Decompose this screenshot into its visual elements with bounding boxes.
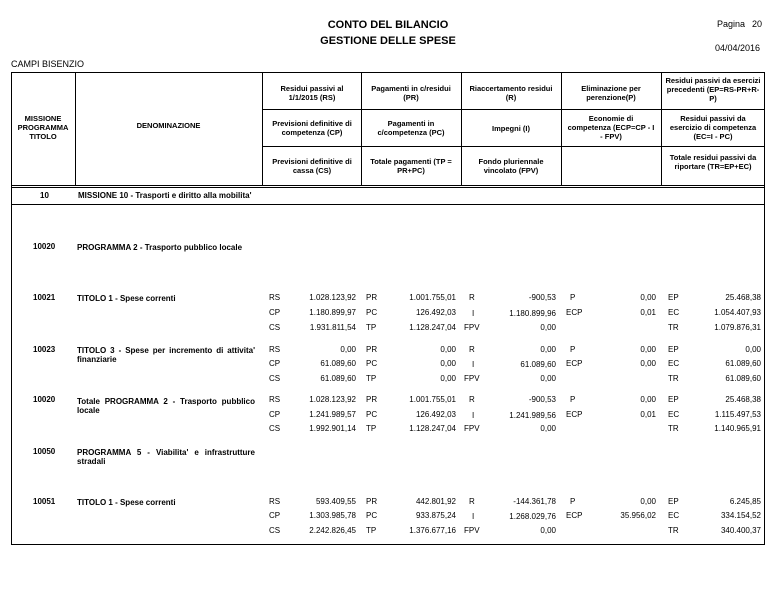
value-code: FPV — [464, 323, 480, 332]
value-code: PR — [366, 395, 378, 404]
entry-name: PROGRAMMA 2 - Trasporto pubblico locale — [77, 243, 243, 252]
value-code: EC — [668, 410, 680, 419]
header-missione: MISSIONE PROGRAMMA TITOLO — [17, 114, 69, 141]
value-code: RS — [269, 497, 281, 506]
value-amount: 1.054.407,93 — [714, 308, 761, 317]
value-amount: 0,00 — [540, 526, 556, 535]
header-ec: Residui passivi da esercizio di competenza (EC=I - PC) — [669, 114, 757, 141]
value-amount: 61.089,60 — [520, 360, 556, 369]
entry-code: 10023 — [33, 345, 56, 354]
value-code: CS — [269, 424, 281, 433]
value-amount: 1.303.985,78 — [309, 511, 356, 520]
value-code: CP — [269, 410, 281, 419]
value-code: EP — [668, 345, 679, 354]
value-code: TR — [668, 424, 679, 433]
value-code: I — [472, 309, 475, 318]
value-amount: 0,01 — [640, 308, 656, 317]
value-code: P — [570, 345, 576, 354]
value-code: EC — [668, 308, 680, 317]
value-amount: 0,00 — [540, 424, 556, 433]
value-amount: 1.001.755,01 — [409, 395, 456, 404]
value-amount: 1.992.901,14 — [309, 424, 356, 433]
value-amount: 0,00 — [440, 345, 456, 354]
header-pr: Pagamenti in c/residui (PR) — [371, 84, 451, 102]
value-code: EP — [668, 293, 679, 302]
value-amount: 1.241.989,57 — [309, 410, 356, 419]
value-amount: 1.128.247,04 — [409, 323, 456, 332]
value-amount: 6.245,85 — [729, 497, 761, 506]
value-code: R — [469, 395, 475, 404]
value-amount: 0,00 — [440, 359, 456, 368]
report-date: 04/04/2016 — [715, 43, 761, 53]
header-denominazione: DENOMINAZIONE — [136, 121, 201, 130]
entry-code: 10020 — [33, 395, 56, 404]
header-rs: Residui passivi al 1/1/2015 (RS) — [280, 84, 344, 102]
value-code: I — [472, 512, 475, 521]
value-amount: 0,00 — [640, 395, 656, 404]
col-divider — [461, 72, 462, 186]
header-bottom-line — [11, 187, 765, 188]
value-code: PR — [366, 293, 378, 302]
mission-divider — [11, 204, 765, 205]
value-amount: 1.140.965,91 — [714, 424, 761, 433]
value-amount: 1.180.899,96 — [509, 309, 556, 318]
entity-name: CAMPI BISENZIO — [11, 59, 85, 69]
page-label: Pagina — [717, 19, 746, 29]
value-amount: 1.931.811,54 — [309, 323, 356, 332]
value-amount: 0,00 — [540, 323, 556, 332]
value-amount: -144.361,78 — [513, 497, 556, 506]
value-code: FPV — [464, 374, 480, 383]
value-amount: 61.089,60 — [320, 359, 356, 368]
value-code: PR — [366, 345, 378, 354]
value-code: RS — [269, 345, 281, 354]
value-amount: 0,00 — [745, 345, 761, 354]
value-amount: 1.376.677,16 — [409, 526, 456, 535]
col-divider — [661, 72, 662, 186]
value-amount: 25.468,38 — [725, 395, 761, 404]
header-p: Eliminazione per perenzione(P) — [581, 84, 641, 102]
value-code: CS — [269, 323, 281, 332]
value-code: ECP — [566, 410, 583, 419]
entry-code: 10021 — [33, 293, 56, 302]
page-number: 20 — [752, 19, 763, 29]
value-code: FPV — [464, 526, 480, 535]
header-pc: Pagamenti in c/competenza (PC) — [377, 119, 445, 137]
value-amount: 0,00 — [540, 345, 556, 354]
header-cp: Previsioni definitive di competenza (CP) — [272, 119, 352, 137]
entry-name: TITOLO 1 - Spese correnti — [77, 294, 176, 303]
value-code: EC — [668, 359, 680, 368]
value-code: CP — [269, 308, 281, 317]
value-amount: 61.089,60 — [725, 359, 761, 368]
header-r: Riaccertamento residui (R) — [469, 84, 553, 102]
value-code: R — [469, 497, 475, 506]
value-code: TP — [366, 526, 377, 535]
col-divider — [262, 72, 263, 186]
col-divider — [561, 72, 562, 186]
entry-name: Totale PROGRAMMA 2 - Trasporto pubblico locale — [77, 397, 255, 415]
value-code: RS — [269, 395, 281, 404]
entry-name: PROGRAMMA 5 - Viabilita' e infrastrutture stradali — [77, 448, 255, 466]
value-amount: 1.028.123,92 — [309, 293, 356, 302]
value-code: CS — [269, 526, 281, 535]
value-amount: -900,53 — [528, 395, 556, 404]
mission-name: MISSIONE 10 - Trasporti e diritto alla mobilita' — [78, 191, 252, 200]
header-ep: Residui passivi da esercizi precedenti (EP=RS-PR+R-P) — [665, 76, 761, 103]
value-code: TP — [366, 374, 377, 383]
value-code: EP — [668, 497, 679, 506]
value-amount: 334.154,52 — [720, 511, 761, 520]
value-code: RS — [269, 293, 281, 302]
value-amount: 1.268.029,76 — [509, 512, 556, 521]
value-amount: 442.801,92 — [415, 497, 456, 506]
value-amount: 0,00 — [340, 345, 356, 354]
mission-code: 10 — [40, 191, 49, 200]
value-amount: 0,01 — [640, 410, 656, 419]
value-amount: 1.079.876,31 — [714, 323, 761, 332]
value-code: EP — [668, 395, 679, 404]
value-code: ECP — [566, 308, 583, 317]
value-amount: 0,00 — [540, 374, 556, 383]
header-fpv: Fondo pluriennale vincolato (FPV) — [478, 157, 544, 175]
value-amount: -900,53 — [528, 293, 556, 302]
value-amount: 61.089,60 — [320, 374, 356, 383]
value-amount: 0,00 — [640, 293, 656, 302]
value-amount: 340.400,37 — [720, 526, 761, 535]
value-code: TR — [668, 374, 679, 383]
value-code: R — [469, 345, 475, 354]
value-amount: 1.001.755,01 — [409, 293, 456, 302]
value-code: PC — [366, 511, 378, 520]
value-amount: 0,00 — [640, 345, 656, 354]
entry-name: TITOLO 1 - Spese correnti — [77, 498, 176, 507]
value-code: PR — [366, 497, 378, 506]
value-amount: 1.180.899,97 — [309, 308, 356, 317]
value-code: R — [469, 293, 475, 302]
value-amount: 0,00 — [640, 497, 656, 506]
value-code: I — [472, 360, 475, 369]
value-amount: 0,00 — [640, 359, 656, 368]
value-code: ECP — [566, 511, 583, 520]
value-code: PC — [366, 359, 378, 368]
header-ecp: Economie di competenza (ECP=CP - I - FPV) — [567, 114, 655, 141]
header-tp: Totale pagamenti (TP = PR+PC) — [370, 157, 452, 175]
entry-code: 10050 — [33, 447, 56, 456]
value-amount: 593.409,55 — [315, 497, 356, 506]
value-code: CP — [269, 359, 281, 368]
value-code: TP — [366, 323, 377, 332]
value-code: PC — [366, 410, 378, 419]
value-amount: 1.115.497,53 — [714, 410, 761, 419]
value-code: TP — [366, 424, 377, 433]
entry-code: 10051 — [33, 497, 56, 506]
value-amount: 1.241.989,56 — [509, 411, 556, 420]
value-code: ECP — [566, 359, 583, 368]
value-code: P — [570, 293, 576, 302]
value-amount: 1.128.247,04 — [409, 424, 456, 433]
entry-name: TITOLO 3 - Spese per incremento di attivita' finanziarie — [77, 346, 255, 364]
value-code: TR — [668, 323, 679, 332]
row-divider — [262, 109, 765, 110]
value-amount: 1.028.123,92 — [309, 395, 356, 404]
row-divider — [262, 146, 765, 147]
value-code: P — [570, 497, 576, 506]
value-amount: 35.956,02 — [620, 511, 656, 520]
header-bottom-line — [11, 185, 765, 186]
value-amount: 25.468,38 — [725, 293, 761, 302]
report-subtitle: GESTIONE DELLE SPESE — [320, 35, 456, 47]
value-code: I — [472, 411, 475, 420]
header-i: Impegni (I) — [492, 124, 530, 133]
value-code: CP — [269, 511, 281, 520]
value-amount: 61.089,60 — [725, 374, 761, 383]
value-code: P — [570, 395, 576, 404]
col-divider — [361, 72, 362, 186]
value-code: FPV — [464, 424, 480, 433]
entry-code: 10020 — [33, 242, 56, 251]
value-code: EC — [668, 511, 680, 520]
value-amount: 933.875,24 — [415, 511, 456, 520]
header-cs: Previsioni definitive di cassa (CS) — [272, 157, 352, 175]
value-code: PC — [366, 308, 378, 317]
value-amount: 126.492,03 — [415, 308, 456, 317]
value-amount: 0,00 — [440, 374, 456, 383]
value-code: TR — [668, 526, 679, 535]
value-code: CS — [269, 374, 281, 383]
header-tr: Totale residui passivi da riportare (TR=EP+EC) — [669, 153, 757, 171]
value-amount: 2.242.826,45 — [309, 526, 356, 535]
value-amount: 126.492,03 — [415, 410, 456, 419]
report-title: CONTO DEL BILANCIO — [327, 19, 449, 31]
